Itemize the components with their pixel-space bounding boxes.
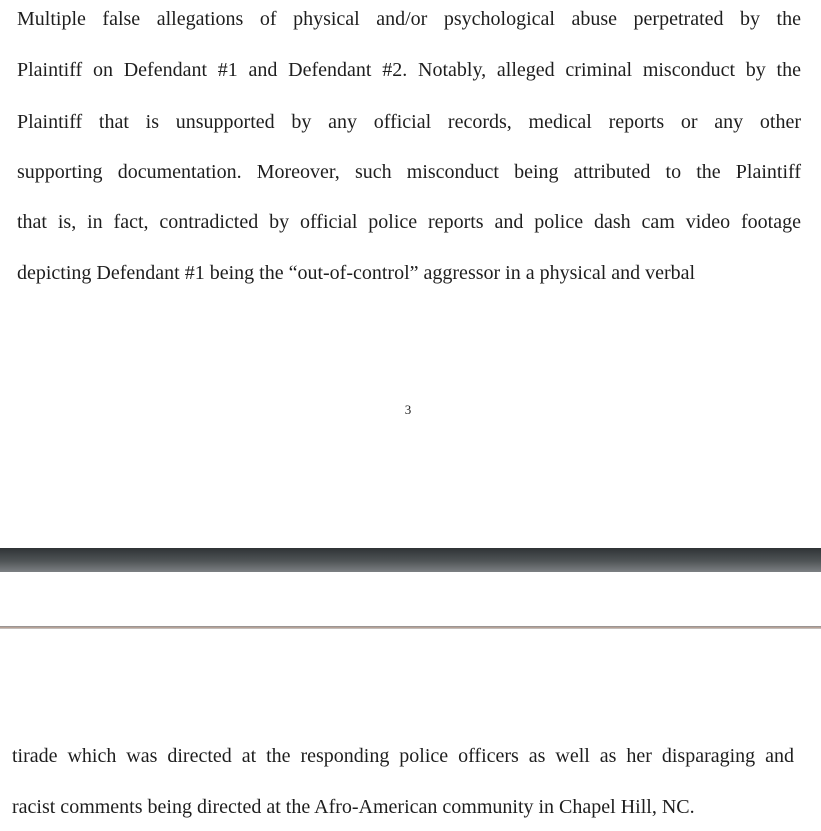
- scan-edge-rule: [0, 626, 821, 629]
- text-line: supporting documentation. Moreover, such misconduct being attributed to the Plaintiff: [17, 161, 801, 183]
- text-line: that is, in fact, contradicted by official police reports and police dash cam video footage: [17, 211, 801, 233]
- text-line: Plaintiff on Defendant #1 and Defendant #2. Notably, alleged criminal misconduct by the: [17, 59, 801, 81]
- text-line: tirade which was directed at the responding police officers as well as her disparaging and: [12, 745, 794, 767]
- page-separator: [0, 548, 821, 572]
- document-page-4: [0, 572, 821, 831]
- page-number: 3: [404, 402, 412, 417]
- text-line: racist comments being directed at the Afro-American community in Chapel Hill, NC.: [12, 796, 695, 818]
- text-line: depicting Defendant #1 being the “out-of-control” aggressor in a physical and verbal: [17, 262, 696, 284]
- text-line: Multiple false allegations of physical and/or psychological abuse perpetrated by the: [17, 8, 801, 30]
- text-line: Plaintiff that is unsupported by any official records, medical reports or any other: [17, 111, 801, 133]
